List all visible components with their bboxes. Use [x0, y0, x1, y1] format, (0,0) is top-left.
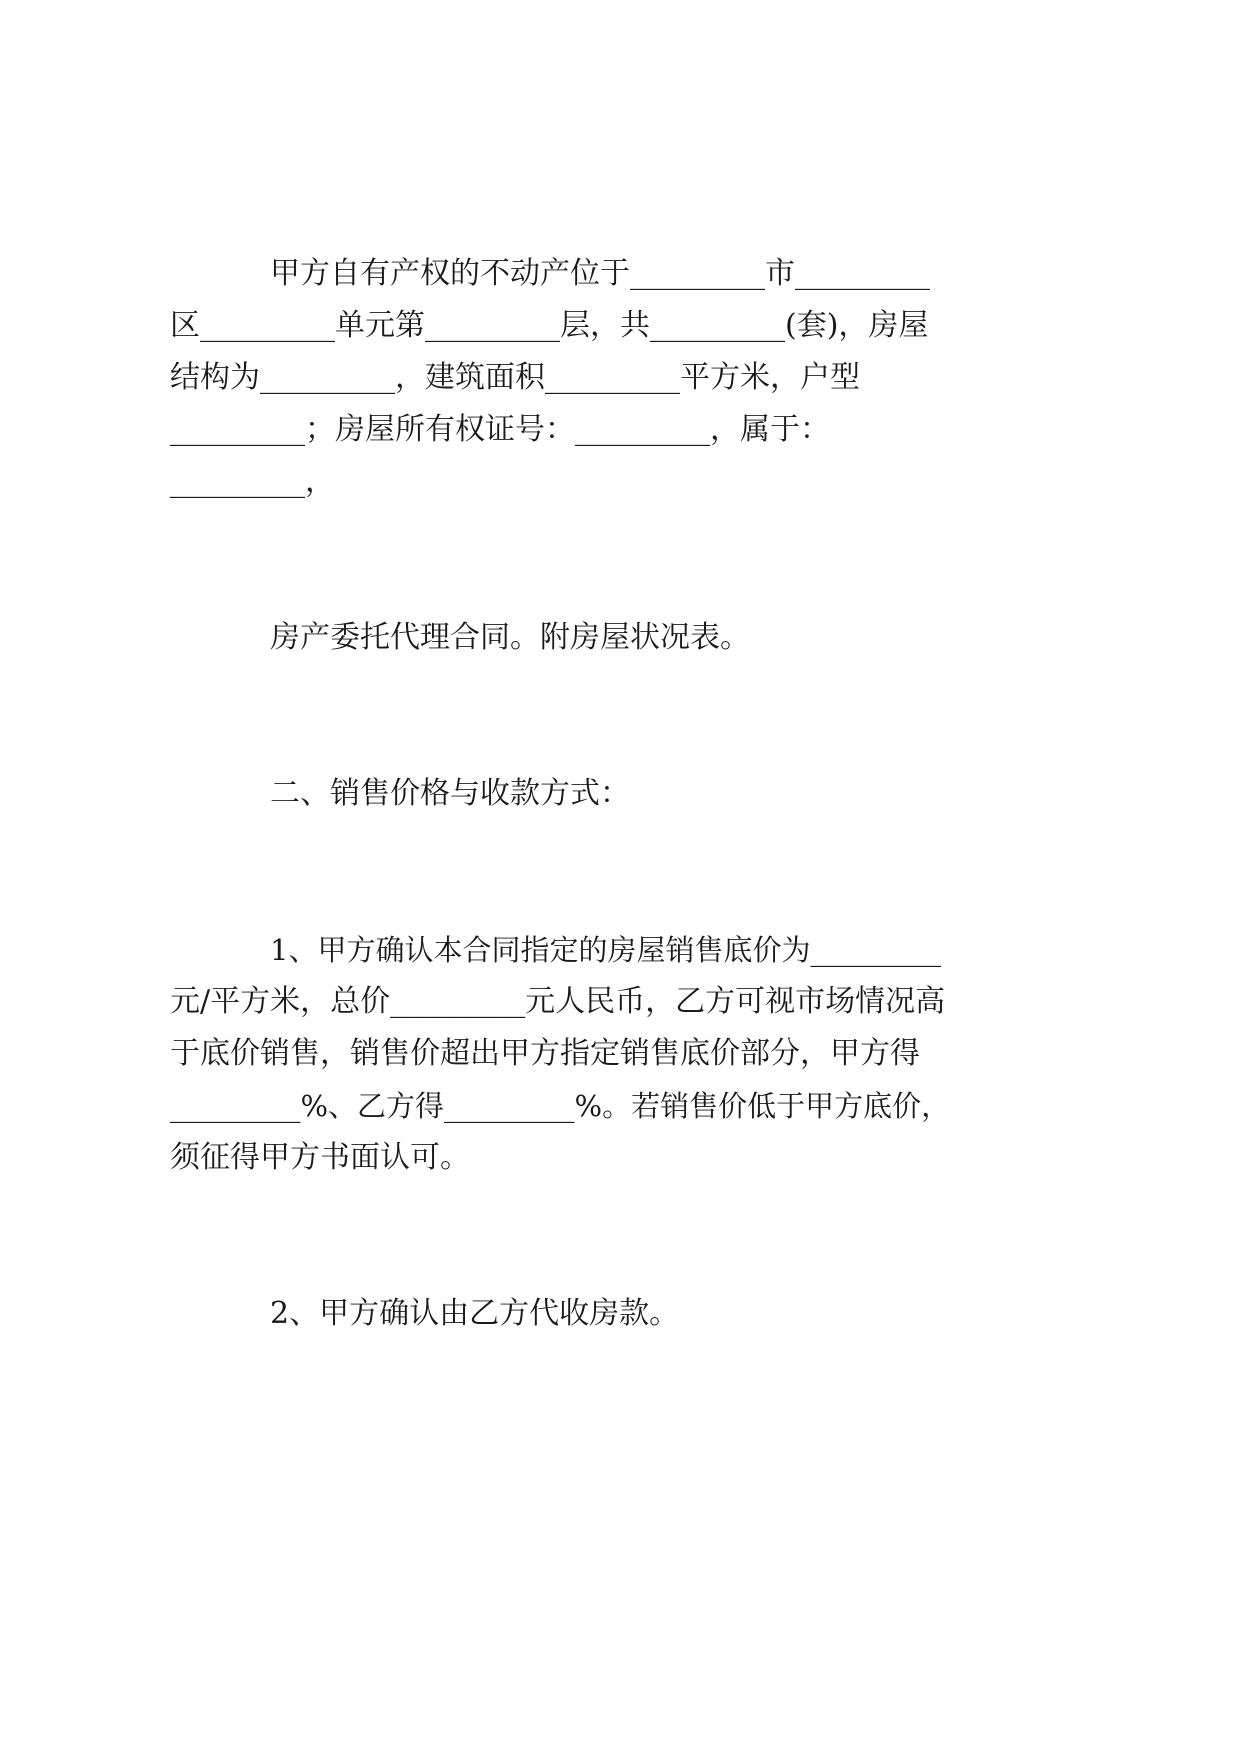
clause-1-line-3: 于底价销售，销售价超出甲方指定销售底价部分，甲方得	[170, 1036, 920, 1071]
paragraph-2: 房产委托代理合同。附房屋状况表。	[270, 620, 750, 655]
clause-2: 2、甲方确认由乙方代收房款。	[270, 1296, 680, 1331]
paragraph-1-line-2: 区_________单元第_________层，共_________(套)，房屋	[170, 308, 929, 343]
clause-1-line-1: 1、甲方确认本合同指定的房屋销售底价为_________	[270, 933, 941, 967]
section-heading: 二、销售价格与收款方式：	[270, 776, 630, 811]
paragraph-1-line-5: _________，	[170, 464, 335, 499]
clause-1-line-2: 元/平方米，总价_________元人民币，乙方可视市场情况高	[170, 984, 946, 1019]
paragraph-1-line-1: 甲方自有产权的不动产位于_________市_________	[270, 256, 930, 291]
clause-1-line-5: 须征得甲方书面认可。	[170, 1140, 470, 1175]
clause-1-line-4: _________%、乙方得_________%。若销售价低于甲方底价，	[170, 1089, 951, 1123]
paragraph-1-line-4: _________；房屋所有权证号：_________，属于：	[170, 412, 830, 447]
paragraph-1-line-3: 结构为_________，建筑面积_________平方米，户型	[170, 360, 860, 395]
